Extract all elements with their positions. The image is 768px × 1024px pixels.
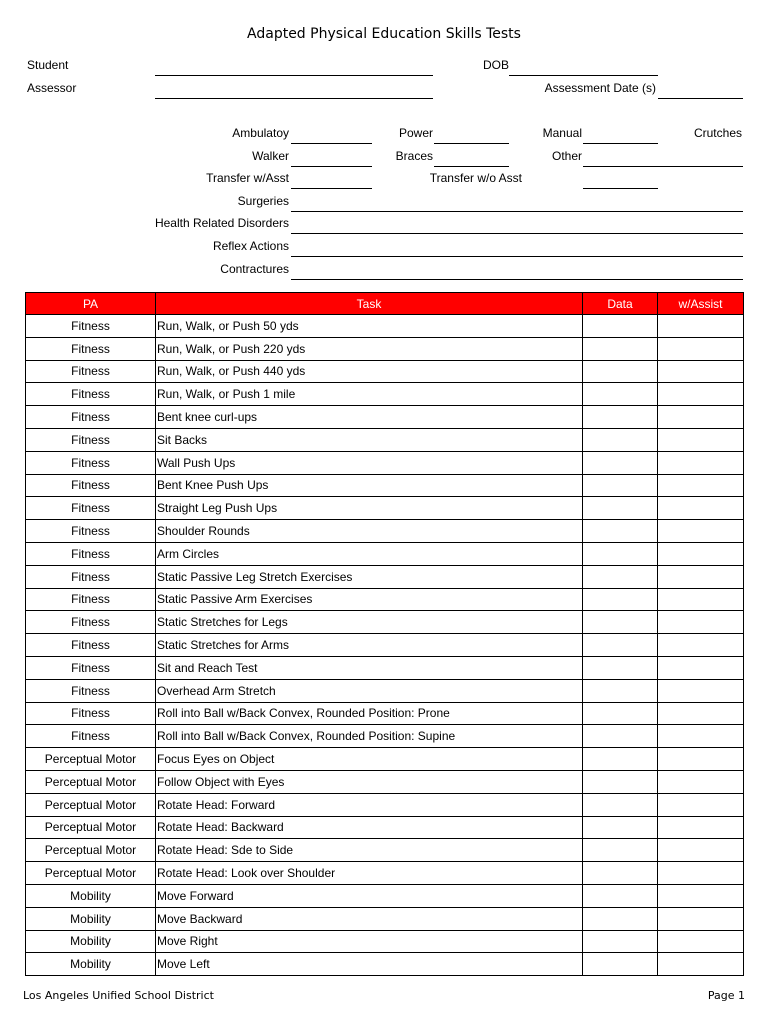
pa-cell: Fitness [26, 542, 156, 565]
footer-page-number: Page 1 [707, 989, 745, 1002]
walker-field-line[interactable] [291, 166, 372, 167]
power-field-line[interactable] [434, 143, 509, 144]
column-header-task: Task [156, 293, 583, 315]
table-row [26, 520, 744, 543]
data-cell[interactable] [583, 702, 658, 725]
table-row [26, 611, 744, 634]
table-row [26, 839, 744, 862]
task-cell: Arm Circles [156, 542, 583, 565]
data-cell[interactable] [583, 474, 658, 497]
task-cell: Straight Leg Push Ups [156, 497, 583, 520]
task-cell: Static Passive Leg Stretch Exercises [156, 565, 583, 588]
w-assist-cell[interactable] [658, 953, 744, 976]
w-assist-cell[interactable] [658, 907, 744, 930]
dob-label: DOB [483, 58, 510, 72]
data-cell[interactable] [583, 816, 658, 839]
table-header-row [26, 293, 744, 315]
table-row [26, 702, 744, 725]
assessment-date-field-line[interactable] [658, 98, 743, 99]
other-field-line[interactable] [583, 166, 743, 167]
task-cell: Static Passive Arm Exercises [156, 588, 583, 611]
data-cell[interactable] [583, 542, 658, 565]
data-cell[interactable] [583, 497, 658, 520]
reflex-actions-field-line[interactable] [291, 256, 743, 257]
w-assist-cell[interactable] [658, 451, 744, 474]
column-header-w-assist: w/Assist [658, 293, 744, 315]
task-cell: Bent Knee Push Ups [156, 474, 583, 497]
power-label: Power [398, 126, 433, 140]
pa-cell: Fitness [26, 634, 156, 657]
w-assist-cell[interactable] [658, 588, 744, 611]
transfer-w-asst-field-line[interactable] [291, 188, 372, 189]
data-cell[interactable] [583, 953, 658, 976]
manual-label: Manual [542, 126, 582, 140]
health-disorders-field-line[interactable] [291, 233, 743, 234]
w-assist-cell[interactable] [658, 702, 744, 725]
table-row [26, 748, 744, 771]
table-row [26, 474, 744, 497]
task-cell: Move Forward [156, 884, 583, 907]
task-cell: Static Stretches for Arms [156, 634, 583, 657]
task-cell: Overhead Arm Stretch [156, 679, 583, 702]
data-cell[interactable] [583, 428, 658, 451]
pa-cell: Fitness [26, 360, 156, 383]
data-cell[interactable] [583, 679, 658, 702]
pa-cell: Mobility [26, 884, 156, 907]
task-cell: Run, Walk, or Push 50 yds [156, 315, 583, 338]
task-cell: Rotate Head: Sde to Side [156, 839, 583, 862]
ambulatory-field-line[interactable] [291, 143, 372, 144]
table-row [26, 770, 744, 793]
braces-label: Braces [395, 149, 433, 163]
w-assist-cell[interactable] [658, 520, 744, 543]
data-cell[interactable] [583, 748, 658, 771]
task-cell: Roll into Ball w/Back Convex, Rounded Position: Prone [156, 702, 583, 725]
task-cell: Rotate Head: Look over Shoulder [156, 862, 583, 885]
data-cell[interactable] [583, 360, 658, 383]
pa-cell: Fitness [26, 474, 156, 497]
w-assist-cell[interactable] [658, 565, 744, 588]
contractures-label: Contractures [220, 262, 289, 276]
table-row [26, 588, 744, 611]
task-cell: Sit Backs [156, 428, 583, 451]
pa-cell: Mobility [26, 907, 156, 930]
pa-cell: Perceptual Motor [26, 816, 156, 839]
task-cell: Move Right [156, 930, 583, 953]
assessor-field-line[interactable] [155, 98, 433, 99]
w-assist-cell[interactable] [658, 816, 744, 839]
surgeries-label: Surgeries [237, 194, 289, 208]
task-cell: Run, Walk, or Push 220 yds [156, 337, 583, 360]
w-assist-cell[interactable] [658, 315, 744, 338]
table-row [26, 793, 744, 816]
page-title: Adapted Physical Education Skills Tests [247, 26, 521, 42]
w-assist-cell[interactable] [658, 337, 744, 360]
task-cell: Sit and Reach Test [156, 656, 583, 679]
task-cell: Run, Walk, or Push 440 yds [156, 360, 583, 383]
w-assist-cell[interactable] [658, 474, 744, 497]
table-row [26, 884, 744, 907]
table-row [26, 656, 744, 679]
skills-table [25, 292, 744, 976]
data-cell[interactable] [583, 793, 658, 816]
table-row [26, 565, 744, 588]
pa-cell: Mobility [26, 930, 156, 953]
pa-cell: Fitness [26, 315, 156, 338]
table-row [26, 360, 744, 383]
table-row [26, 542, 744, 565]
w-assist-cell[interactable] [658, 793, 744, 816]
pa-cell: Fitness [26, 725, 156, 748]
task-cell: Rotate Head: Forward [156, 793, 583, 816]
pa-cell: Perceptual Motor [26, 770, 156, 793]
pa-cell: Fitness [26, 588, 156, 611]
data-cell[interactable] [583, 634, 658, 657]
data-cell[interactable] [583, 770, 658, 793]
pa-cell: Fitness [26, 428, 156, 451]
table-row [26, 451, 744, 474]
pa-cell: Perceptual Motor [26, 862, 156, 885]
pa-cell: Perceptual Motor [26, 839, 156, 862]
pa-cell: Fitness [26, 679, 156, 702]
pa-cell: Fitness [26, 451, 156, 474]
task-cell: Shoulder Rounds [156, 520, 583, 543]
data-cell[interactable] [583, 588, 658, 611]
w-assist-cell[interactable] [658, 634, 744, 657]
crutches-label: Crutches [693, 126, 742, 140]
data-cell[interactable] [583, 451, 658, 474]
table-row [26, 634, 744, 657]
table-row [26, 816, 744, 839]
pa-cell: Perceptual Motor [26, 793, 156, 816]
pa-cell: Perceptual Motor [26, 748, 156, 771]
pa-cell: Mobility [26, 953, 156, 976]
assessor-label: Assessor [27, 81, 77, 95]
transfer-w-asst-label: Transfer w/Asst [206, 171, 289, 185]
pa-cell: Fitness [26, 337, 156, 360]
walker-label: Walker [252, 149, 289, 163]
data-cell[interactable] [583, 884, 658, 907]
data-cell[interactable] [583, 725, 658, 748]
data-cell[interactable] [583, 383, 658, 406]
w-assist-cell[interactable] [658, 428, 744, 451]
w-assist-cell[interactable] [658, 497, 744, 520]
w-assist-cell[interactable] [658, 748, 744, 771]
task-cell: Focus Eyes on Object [156, 748, 583, 771]
task-cell: Run, Walk, or Push 1 mile [156, 383, 583, 406]
transfer-wo-asst-label: Transfer w/o Asst [429, 171, 522, 185]
w-assist-cell[interactable] [658, 656, 744, 679]
table-row [26, 497, 744, 520]
student-field-line[interactable] [155, 75, 433, 76]
column-header-data: Data [583, 293, 658, 315]
data-cell[interactable] [583, 930, 658, 953]
pa-cell: Fitness [26, 406, 156, 429]
ambulatory-label: Ambulatoy [232, 126, 289, 140]
table-row [26, 315, 744, 338]
table-row [26, 406, 744, 429]
w-assist-cell[interactable] [658, 930, 744, 953]
manual-field-line[interactable] [583, 143, 658, 144]
braces-field-line[interactable] [434, 166, 509, 167]
w-assist-cell[interactable] [658, 839, 744, 862]
data-cell[interactable] [583, 611, 658, 634]
table-row [26, 953, 744, 976]
w-assist-cell[interactable] [658, 770, 744, 793]
table-row [26, 383, 744, 406]
pa-cell: Fitness [26, 656, 156, 679]
task-cell: Move Left [156, 953, 583, 976]
surgeries-field-line[interactable] [291, 211, 743, 212]
task-cell: Follow Object with Eyes [156, 770, 583, 793]
table-row [26, 907, 744, 930]
w-assist-cell[interactable] [658, 725, 744, 748]
student-label: Student [27, 58, 69, 72]
w-assist-cell[interactable] [658, 542, 744, 565]
other-label: Other [551, 149, 582, 163]
data-cell[interactable] [583, 839, 658, 862]
data-cell[interactable] [583, 862, 658, 885]
task-cell: Roll into Ball w/Back Convex, Rounded Position: Supine [156, 725, 583, 748]
table-row [26, 862, 744, 885]
assessment-date-label: Assessment Date (s) [544, 81, 656, 95]
table-row [26, 428, 744, 451]
contractures-field-line[interactable] [291, 279, 743, 280]
task-cell: Bent knee curl-ups [156, 406, 583, 429]
pa-cell: Fitness [26, 383, 156, 406]
table-row [26, 930, 744, 953]
pa-cell: Fitness [26, 702, 156, 725]
column-header-pa: PA [26, 293, 156, 315]
data-cell[interactable] [583, 656, 658, 679]
table-row [26, 725, 744, 748]
footer-district: Los Angeles Unified School District [23, 989, 214, 1002]
task-cell: Wall Push Ups [156, 451, 583, 474]
data-cell[interactable] [583, 520, 658, 543]
reflex-actions-label: Reflex Actions [212, 239, 289, 253]
data-cell[interactable] [583, 315, 658, 338]
w-assist-cell[interactable] [658, 383, 744, 406]
pa-cell: Fitness [26, 520, 156, 543]
pa-cell: Fitness [26, 497, 156, 520]
task-cell: Rotate Head: Backward [156, 816, 583, 839]
transfer-wo-asst-field-line[interactable] [583, 188, 658, 189]
health-disorders-label: Health Related Disorders [154, 216, 289, 230]
w-assist-cell[interactable] [658, 360, 744, 383]
pa-cell: Fitness [26, 565, 156, 588]
table-row [26, 679, 744, 702]
w-assist-cell[interactable] [658, 884, 744, 907]
data-cell[interactable] [583, 406, 658, 429]
data-cell[interactable] [583, 565, 658, 588]
table-row [26, 337, 744, 360]
dob-field-line[interactable] [509, 75, 658, 76]
data-cell[interactable] [583, 337, 658, 360]
w-assist-cell[interactable] [658, 862, 744, 885]
data-cell[interactable] [583, 907, 658, 930]
task-cell: Move Backward [156, 907, 583, 930]
w-assist-cell[interactable] [658, 406, 744, 429]
w-assist-cell[interactable] [658, 679, 744, 702]
pa-cell: Fitness [26, 611, 156, 634]
w-assist-cell[interactable] [658, 611, 744, 634]
task-cell: Static Stretches for Legs [156, 611, 583, 634]
